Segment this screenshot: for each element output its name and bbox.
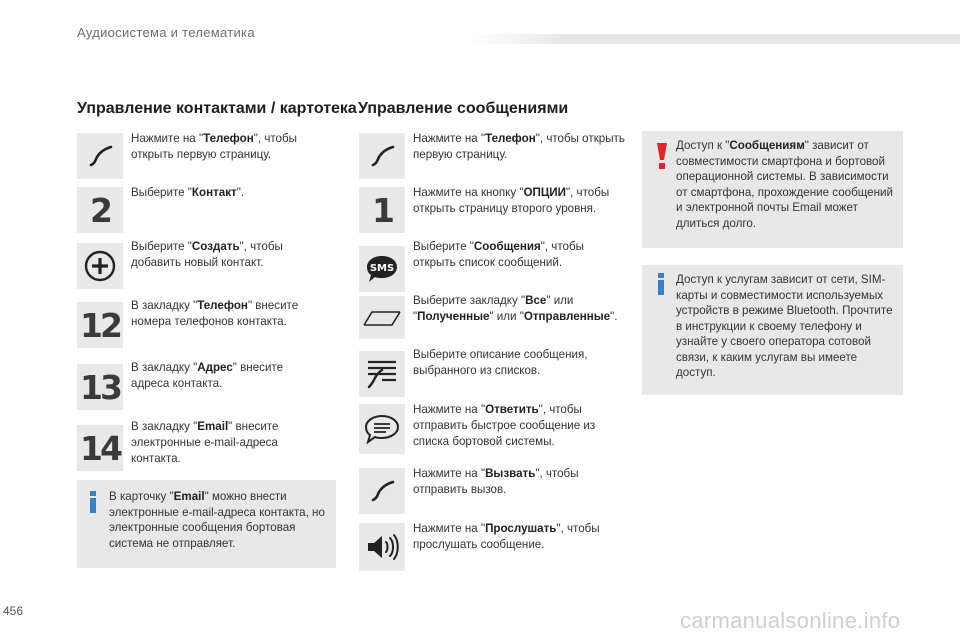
number-1-icon: 1 — [359, 187, 405, 233]
tab-icon — [359, 296, 405, 339]
left-step-1: Нажмите на "Телефон", чтобы открыть первую страницу. — [131, 132, 297, 161]
mid-step-4: Выберите закладку "Все" или "Полученные" или "Отправленные". — [413, 294, 618, 323]
info-icon — [89, 491, 97, 513]
chapter-title: Аудиосистема и телематика — [77, 25, 255, 40]
left-note-text: В карточку "Email" можно внести электронные e-mail-адреса контакта, но электронные сообщения бортовая система не отправляет. — [109, 490, 325, 550]
left-note-box — [77, 480, 336, 568]
warning-exclamation-icon — [655, 143, 669, 169]
speaker-icon — [359, 523, 405, 571]
phone-handset-icon — [359, 468, 405, 514]
section-title-messages: Управление сообщениями — [358, 100, 569, 117]
add-circle-icon — [77, 243, 123, 289]
number-13-icon: 13 — [77, 364, 123, 410]
mid-step-5: Выберите описание сообщения, выбранного из списков. — [413, 348, 588, 377]
number-14-icon: 14 — [77, 425, 123, 471]
left-step-5: В закладку "Адрес" внесите адреса контакта. — [131, 361, 284, 390]
mid-step-3: Выберите "Сообщения", чтобы открыть список сообщений. — [413, 240, 584, 269]
info-text: Доступ к услугам зависит от сети, SIM-карты и совместимости используемых устройств в режиме Bluetooth. Прочтите в инструкции к своему телефону и узнайте у своего оператора сотовой связи, к каким услугам вы имеете доступ. — [676, 273, 893, 379]
left-step-6: В закладку "Email" внесите электронные e-mail-адреса контакта. — [131, 420, 279, 465]
page-number: 456 — [3, 604, 24, 618]
mid-step-6: Нажмите на "Ответить", чтобы отправить быстрое сообщение из списка бортовой системы. — [413, 403, 596, 448]
message-select-icon — [359, 351, 405, 397]
warning-text: Доступ к "Сообщениям" зависит от совместимости смартфона и бортовой операционной системы. В зависимости от смартфона, прохождение сообщений и электронной почты Email может длиться долго. — [676, 139, 893, 230]
mid-step-7: Нажмите на "Вызвать", чтобы отправить вызов. — [413, 467, 579, 496]
watermark: carmanualsonline.info — [680, 608, 901, 633]
warning-box — [642, 131, 903, 248]
left-step-2: Выберите "Контакт". — [131, 186, 245, 199]
mid-step-8: Нажмите на "Прослушать", чтобы прослушать сообщение. — [413, 522, 600, 551]
phone-handset-icon — [77, 133, 123, 179]
number-12-icon: 12 — [77, 302, 123, 348]
sms-icon — [359, 246, 405, 292]
message-reply-icon — [359, 404, 405, 454]
info-icon — [657, 273, 665, 295]
phone-handset-icon — [359, 133, 405, 179]
mid-step-1: Нажмите на "Телефон", чтобы открыть первую страницу. — [413, 132, 625, 161]
header-rule — [470, 34, 960, 44]
svg-text:SMS: SMS — [369, 263, 395, 274]
section-title-contacts: Управление контактами / картотека — [77, 100, 357, 117]
left-step-3: Выберите "Создать", чтобы добавить новый контакт. — [131, 240, 283, 269]
mid-step-2: Нажмите на кнопку "ОПЦИИ", чтобы открыть страницу второго уровня. — [413, 186, 610, 215]
left-step-4: В закладку "Телефон" внесите номера телефонов контакта. — [131, 299, 299, 328]
info-box — [642, 265, 903, 395]
number-2-icon: 2 — [77, 187, 123, 233]
